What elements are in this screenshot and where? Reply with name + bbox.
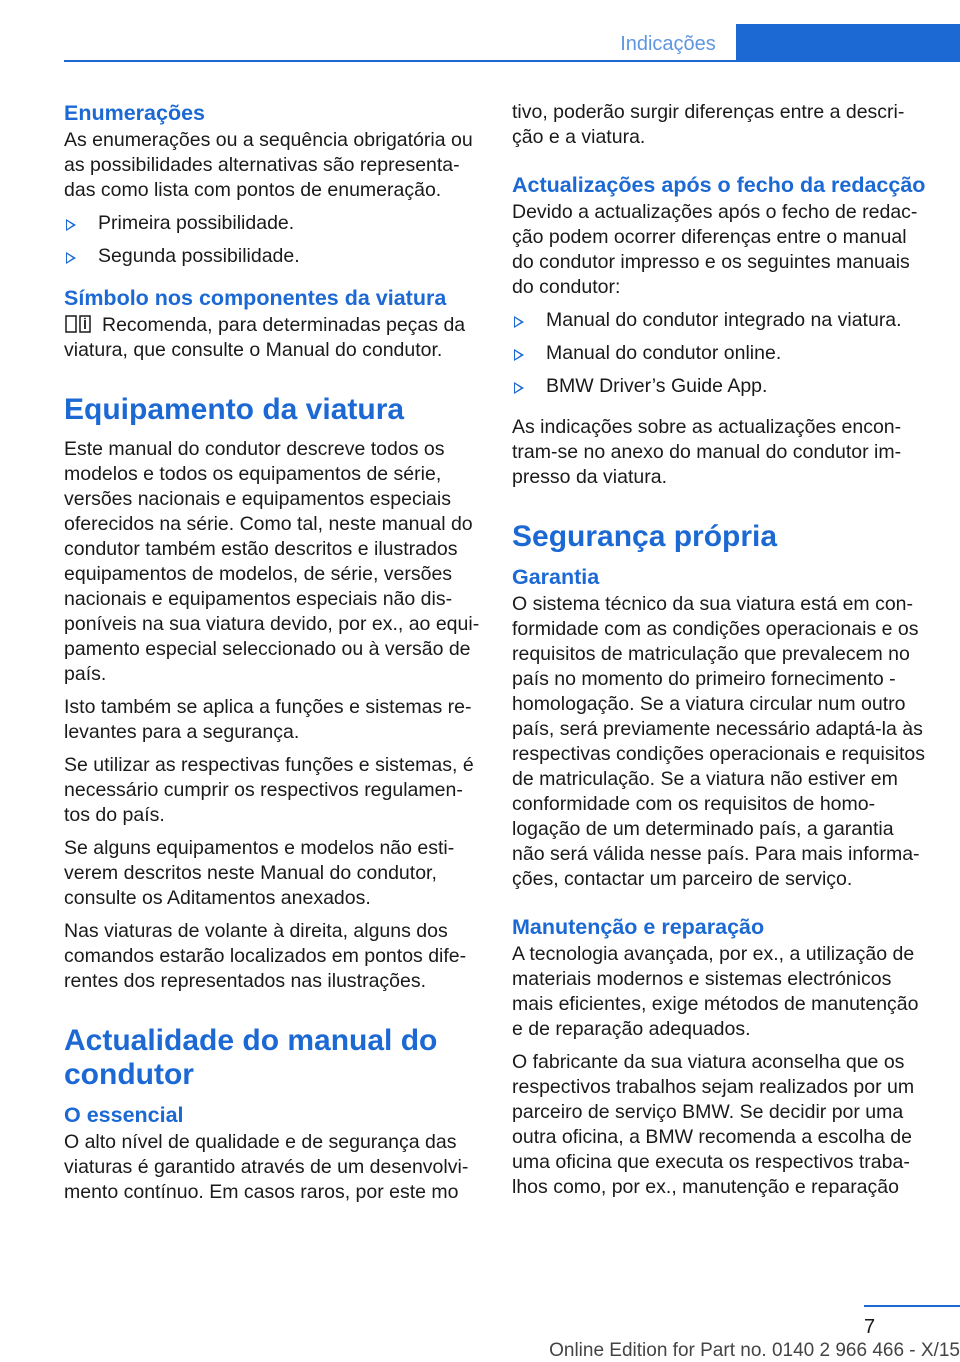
manutencao-p1: A tecnologia avançada, por ex., a utilização de materiais modernos e sistemas electrónicos mais eficientes, exige métodos de manutenção e de reparação adequados. [512,943,919,1040]
essencial-text: O alto nível de qualidade e de segurança das viaturas é garantido através de um desenvolvimento contínuo. Em casos raros, por este mo [64,1131,469,1203]
actualizacoes-after: As indicações sobre as actualizações encontram-se no anexo do manual do condutor impresso da viatura. [512,416,902,488]
actualidade-heading: Actualidade do manual do condutor [64,1024,438,1091]
triangle-bullet-icon [514,382,524,394]
continuation-text: tivo, poderão surgir diferenças entre a descrição e a viatura. [512,101,905,148]
list-item: Manual do condutor integrado na viatura. [512,308,928,333]
triangle-bullet-icon [66,252,76,264]
equipamento-heading: Equipamento da viatura [64,393,405,426]
triangle-bullet-icon [66,219,76,231]
enumeracoes-text: As enumerações ou a sequência obrigatória ou as possibilidades alternativas são representadas como lista com pontos de enumeração. [64,129,473,201]
list-item: Segunda possibilidade. [64,244,480,269]
enumeracoes-list [64,211,480,269]
equipamento-p1: Este manual do condutor descreve todos os modelos e todos os equipamentos de série, versões nacionais e equipamentos especiais oferecidos na série. Como tal, neste manual do condutor também estão descritos e ilustrados equipamentos de modelos, de série, versões nacionais e equipamentos especiais não disponíveis na sua viatura devido, por ex., ao equipamento especial seleccionado ou à versão de país. [64,438,480,685]
list-item: BMW Driver’s Guide App. [512,374,928,399]
enumeracoes-heading: Enumerações [64,101,206,125]
footer-rule [864,1305,960,1307]
actualizacoes-text: Devido a actualizações após o fecho de redacção podem ocorrer diferenças entre o manual do condutor impresso e os seguintes manuais do condutor: [512,201,918,298]
left-column [64,100,480,1213]
equipamento-p2: Isto também se aplica a funções e sistemas relevantes para a segurança. [64,696,472,743]
page-number: 7 [864,1316,876,1338]
manual-book-icon [64,314,92,334]
equipamento-p4: Se alguns equipamentos e modelos não estiverem descritos neste Manual do condutor, consulte os Aditamentos anexados. [64,837,455,909]
triangle-bullet-icon [514,349,524,361]
header-accent-block [736,24,960,62]
essencial-heading: O essencial [64,1103,184,1127]
list-item: Primeira possibilidade. [64,211,480,236]
triangle-bullet-icon [514,316,524,328]
garantia-text: O sistema técnico da sua viatura está em conformidade com as condições operacionais e os requisitos de matriculação que prevalecem no país no momento do primeiro fornecimento - homologação. Se a viatura circular num outro país, será previamente necessário adaptá-la às respectivas condições operacionais e requisitos de matriculação. Se a viatura não estiver em conformidade com os requisitos de homologação de um determinado país, a garantia não será válida nesse país. Para mais informações, contactar um parceiro de serviço. [512,593,925,890]
right-column [512,100,928,1208]
manutencao-heading: Manutenção e reparação [512,915,765,939]
simbolo-heading: Símbolo nos componentes da viatura [64,286,447,310]
list-item: Manual do condutor online. [512,341,928,366]
header-section-title: Indicações [620,33,716,55]
seguranca-heading: Segurança própria [512,520,778,553]
manutencao-p2: O fabricante da sua viatura aconselha que os respectivos trabalhos sejam realizados por um parceiro de serviço BMW. Se decidir por uma outra oficina, a BMW recomenda a escolha de uma oficina que executa os respectivos trabalhos como, por ex., manutenção e reparação [512,1051,915,1198]
simbolo-text: Recomenda, para determinadas peças da viatura, que consulte o Manual do condutor. [64,314,466,361]
actualizacoes-heading: Actualizações após o fecho da redacção [512,173,926,197]
actualizacoes-list [512,308,928,399]
equipamento-p5: Nas viaturas de volante à direita, alguns dos comandos estarão localizados em pontos diferentes dos representados nas ilustrações. [64,920,467,992]
footer-edition: Online Edition for Part no. 0140 2 966 466 - X/15 [549,1340,960,1361]
garantia-heading: Garantia [512,565,600,589]
equipamento-p3: Se utilizar as respectivas funções e sistemas, é necessário cumprir os respectivos regulamentos do país. [64,754,474,826]
